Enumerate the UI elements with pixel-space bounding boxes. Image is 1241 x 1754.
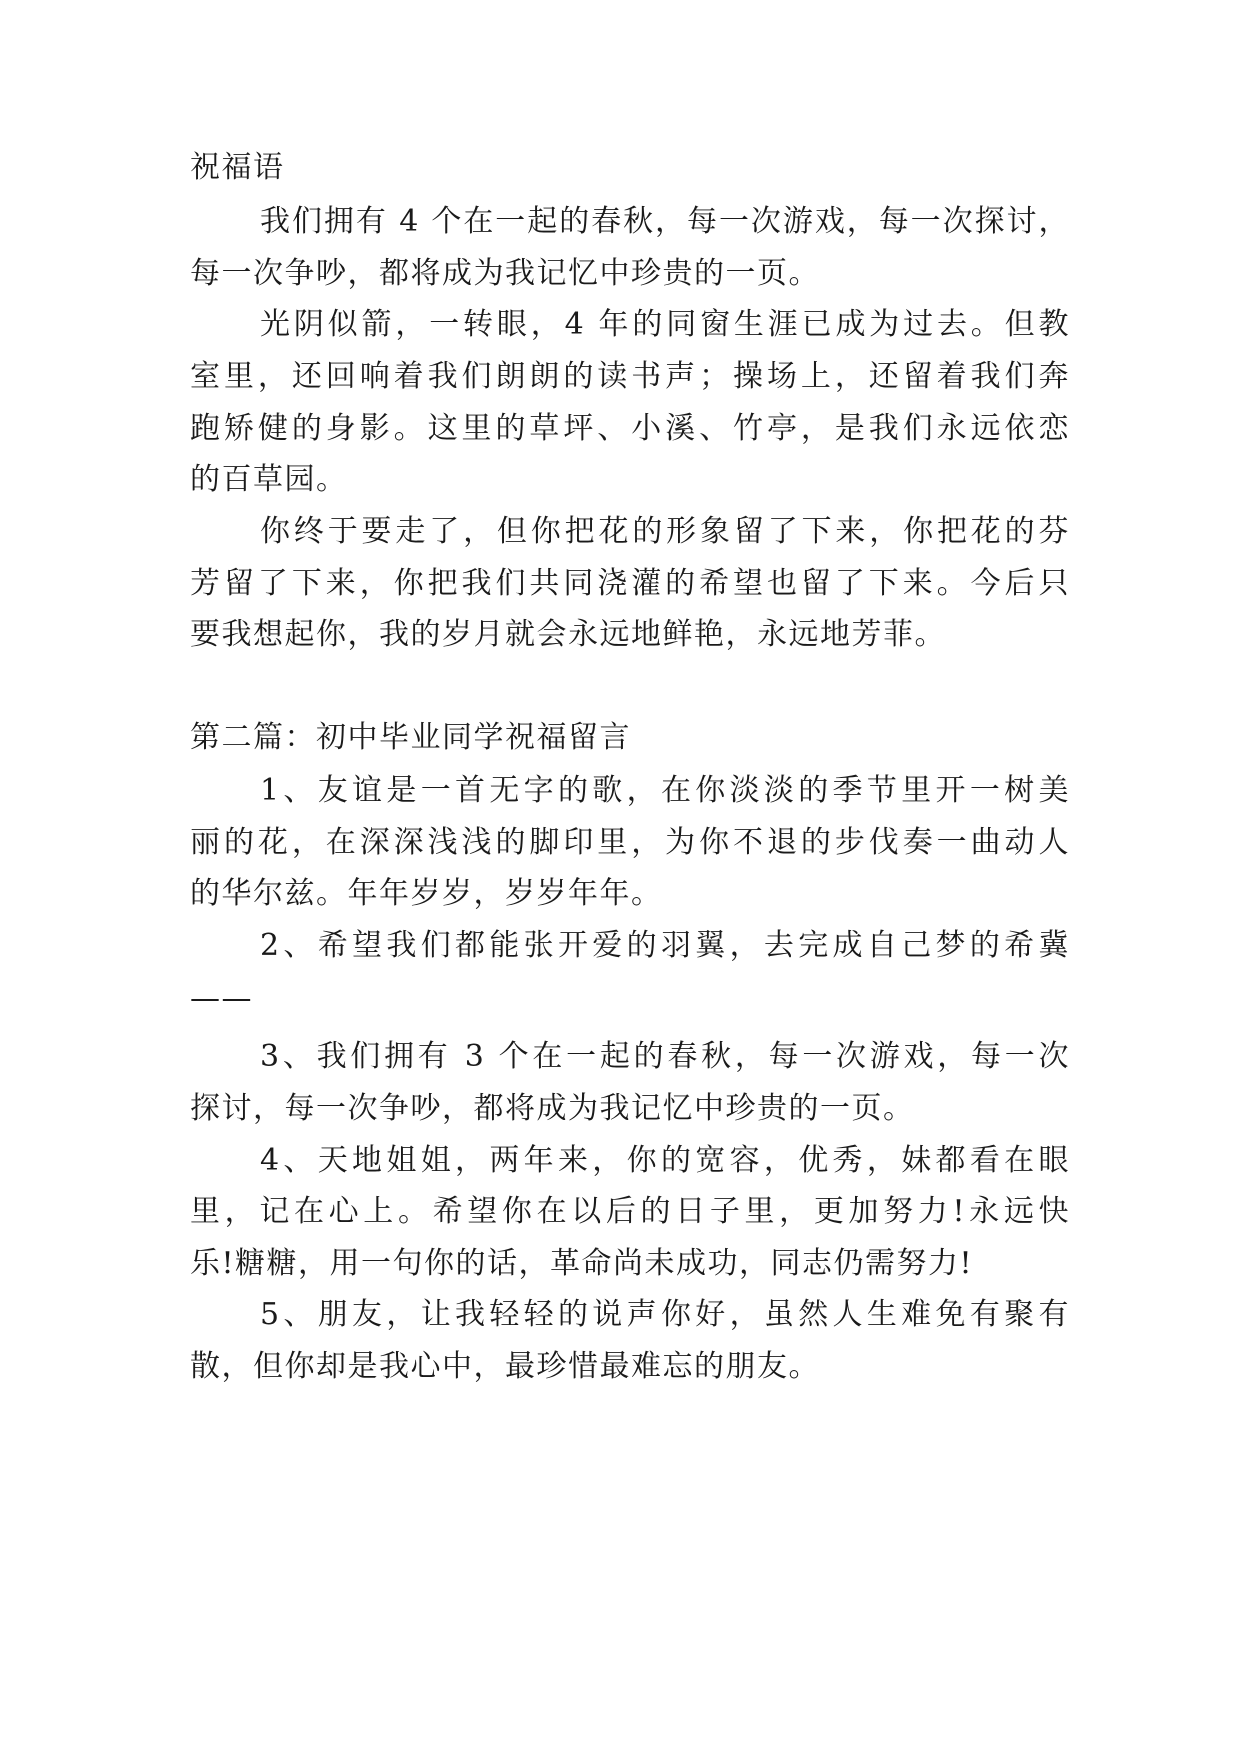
paragraph-line: 芳留了下来，你把我们共同浇灌的希望也留了下来。今后只 <box>190 566 1070 601</box>
paragraph-line: 室里，还回响着我们朗朗的读书声；操场上，还留着我们奔 <box>190 359 1070 394</box>
list-item-line: 4、天地姐姐，两年来，你的宽容，优秀，妹都看在眼 <box>260 1143 1070 1178</box>
list-item-line: 1、友谊是一首无字的歌，在你淡淡的季节里开一树美 <box>260 773 1070 808</box>
section-title: 第二篇：初中毕业同学祝福留言 <box>190 720 631 755</box>
section-title: 祝福语 <box>190 150 285 185</box>
list-item-line: 丽的花，在深深浅浅的脚印里，为你不退的步伐奏一曲动人 <box>190 825 1070 860</box>
list-item-line: 2、希望我们都能张开爱的羽翼，去完成自己梦的希冀 <box>260 928 1070 963</box>
paragraph-line: 每一次争吵，都将成为我记忆中珍贵的一页。 <box>190 256 820 291</box>
paragraph-line: 要我想起你，我的岁月就会永远地鲜艳，永远地芳菲。 <box>190 617 946 652</box>
list-item-line: —— <box>190 981 253 1016</box>
list-item-line: 里，记在心上。希望你在以后的日子里，更加努力!永远快 <box>190 1194 1070 1229</box>
paragraph-line: 你终于要走了，但你把花的形象留了下来，你把花的芬 <box>260 514 1070 549</box>
paragraph-line: 光阴似箭，一转眼，4 年的同窗生涯已成为过去。但教 <box>260 307 1070 342</box>
list-item-line: 乐!糖糖，用一句你的话，革命尚未成功，同志仍需努力! <box>190 1246 974 1281</box>
list-item-line: 散，但你却是我心中，最珍惜最难忘的朋友。 <box>190 1349 820 1384</box>
list-item-line: 5、朋友，让我轻轻的说声你好，虽然人生难免有聚有 <box>260 1297 1070 1332</box>
list-item-line: 的华尔兹。年年岁岁，岁岁年年。 <box>190 876 663 911</box>
paragraph-line: 跑矫健的身影。这里的草坪、小溪、竹亭，是我们永远依恋 <box>190 411 1070 446</box>
list-item-line: 探讨，每一次争吵，都将成为我记忆中珍贵的一页。 <box>190 1091 915 1126</box>
list-item-line: 3、我们拥有 3 个在一起的春秋，每一次游戏，每一次 <box>260 1039 1070 1074</box>
paragraph-line: 的百草园。 <box>190 462 348 497</box>
paragraph-line: 我们拥有 4 个在一起的春秋，每一次游戏，每一次探讨， <box>260 204 1070 239</box>
